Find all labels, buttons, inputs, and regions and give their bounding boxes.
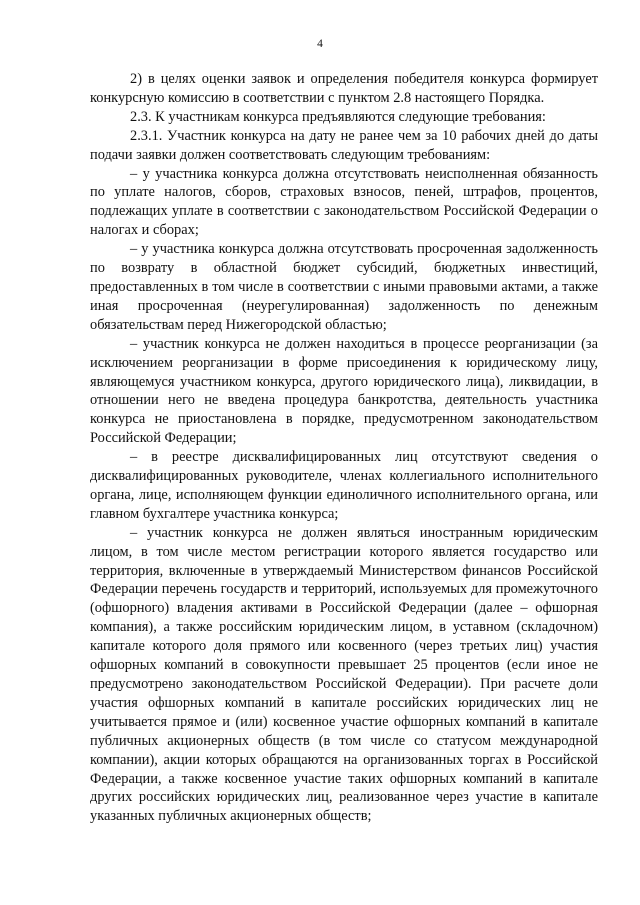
list-item-offshore: – участник конкурса не должен являться иностранным юридическим лицом, в том числе местом регистрации которого является государство или территория, включенные в утверждаемый Министерством финансов Российской Федерации перечень государств и территорий, используемых для промежуточного (офшорного) владения активами в Российской Федерации (далее – офшорная компания), а также российским юридическим лицом, в уставном (складочном) капитале которого доля прямого или косвенного (через третьих лиц) участия офшорных компаний в совокупности превышает 25 процентов (если иное не предусмотрено законодательством Российской Федерации). При расчете доли участия офшорных компаний в капитале российских юридических лиц не учитывается прямое и (или) косвенное участие офшорных компаний в капитале публичных акционерных обществ (в том числе со статусом международной компании), акции которых обращаются на организованных торгах в Российской Федерации, а также косвенное участие таких офшорных компаний в капитале других российских юридических лиц, реализованное через участие в капитале указанных публичных акционерных обществ; bbox=[90, 524, 598, 825]
list-item-disqualified-persons: – в реестре дисквалифицированных лиц отсутствуют сведения о дисквалифицированных руководителе, членах коллегиального исполнительного органа, лице, исполняющем функции единоличного исполнительного органа, или главном бухгалтере участника конкурса; bbox=[90, 449, 598, 522]
paragraph-2-3-1: 2.3.1. Участник конкурса на дату не ранее чем за 10 рабочих дней до даты подачи заявки должен соответствовать следующим требованиям: bbox=[90, 127, 598, 163]
list-item-overdue-debt: – у участника конкурса должна отсутствовать просроченная задолженность по возврату в областной бюджет субсидий, бюджетных инвестиций, предоставленных в том числе в соответствии с иными правовыми актами, а также иная просроченная (неурегулированная) задолженность по денежным обязательствам перед Нижегородской областью; bbox=[90, 241, 598, 333]
paragraph-commission: 2) в целях оценки заявок и определения победителя конкурса формирует конкурсную комиссию в соответствии с пунктом 2.8 настоящего Порядка. bbox=[90, 71, 598, 106]
list-item-reorganization: – участник конкурса не должен находиться в процессе реорганизации (за исключением реорганизации в форме присоединения к юридическому лицу, являющемуся участником конкурса, другого юридического лица), ликвидации, в отношении него не введена процедура банкротства, деятельность участника конкурса не приостановлена в порядке, предусмотренном законодательством Российской Федерации; bbox=[90, 335, 598, 447]
page-number: 4 bbox=[317, 38, 323, 50]
document-body bbox=[90, 70, 598, 826]
paragraph-requirements-heading: 2.3. К участникам конкурса предъявляются следующие требования: bbox=[130, 108, 546, 125]
list-item-tax-obligations: – у участника конкурса должна отсутствовать неисполненная обязанность по уплате налогов, сборов, страховых взносов, пеней, штрафов, процентов, подлежащих уплате в соответствии с законодательством Российской Федерации о налогах и сборах; bbox=[90, 165, 598, 239]
